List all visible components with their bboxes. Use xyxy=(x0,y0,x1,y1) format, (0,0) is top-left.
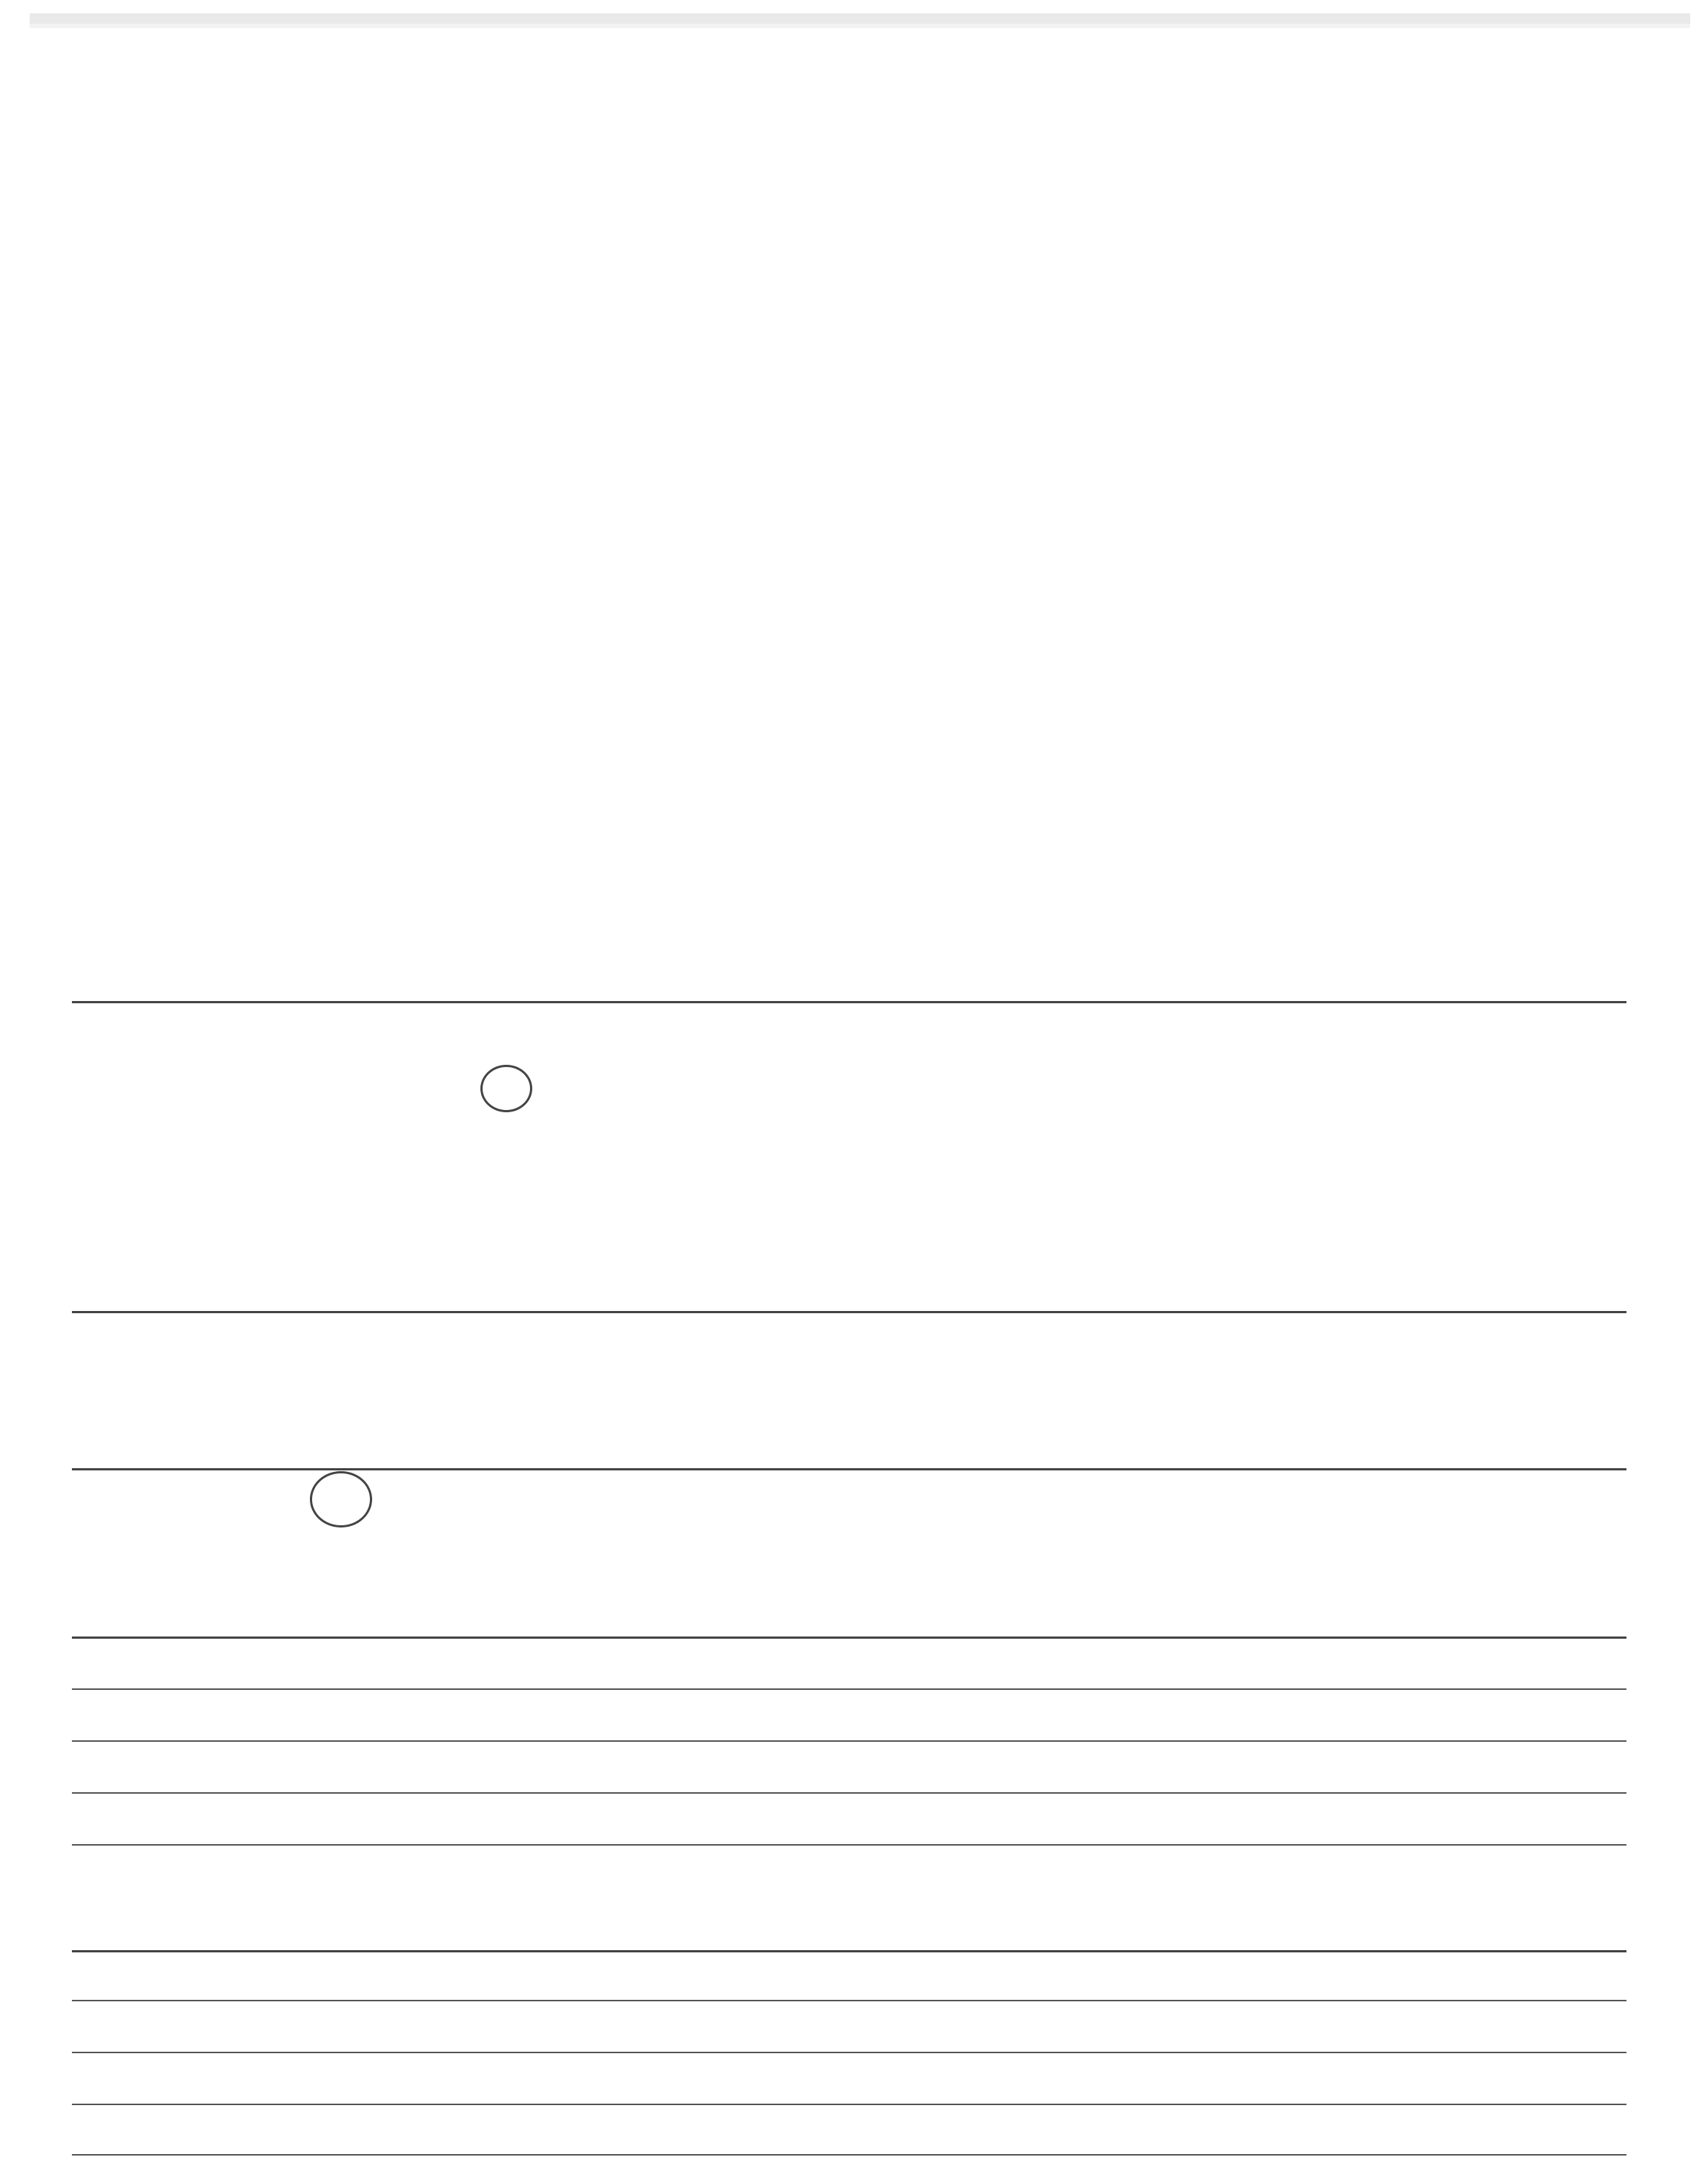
divider xyxy=(72,1311,1626,1313)
divider xyxy=(72,1636,1626,1639)
answer-circle xyxy=(480,1065,532,1112)
answer-line xyxy=(72,2104,1626,2105)
divider xyxy=(72,1950,1626,1952)
answer-line xyxy=(72,1740,1626,1742)
answer-circle xyxy=(310,1471,372,1527)
scan-edge xyxy=(30,13,1690,24)
answer-line xyxy=(72,2052,1626,2053)
answer-line xyxy=(72,1792,1626,1794)
scan-edge-shadow xyxy=(30,24,1690,28)
answer-line xyxy=(72,1688,1626,1690)
answer-line xyxy=(72,2000,1626,2001)
answer-line xyxy=(72,2154,1626,2156)
answer-line xyxy=(72,1844,1626,1846)
divider xyxy=(72,1468,1626,1470)
divider xyxy=(72,1001,1626,1003)
